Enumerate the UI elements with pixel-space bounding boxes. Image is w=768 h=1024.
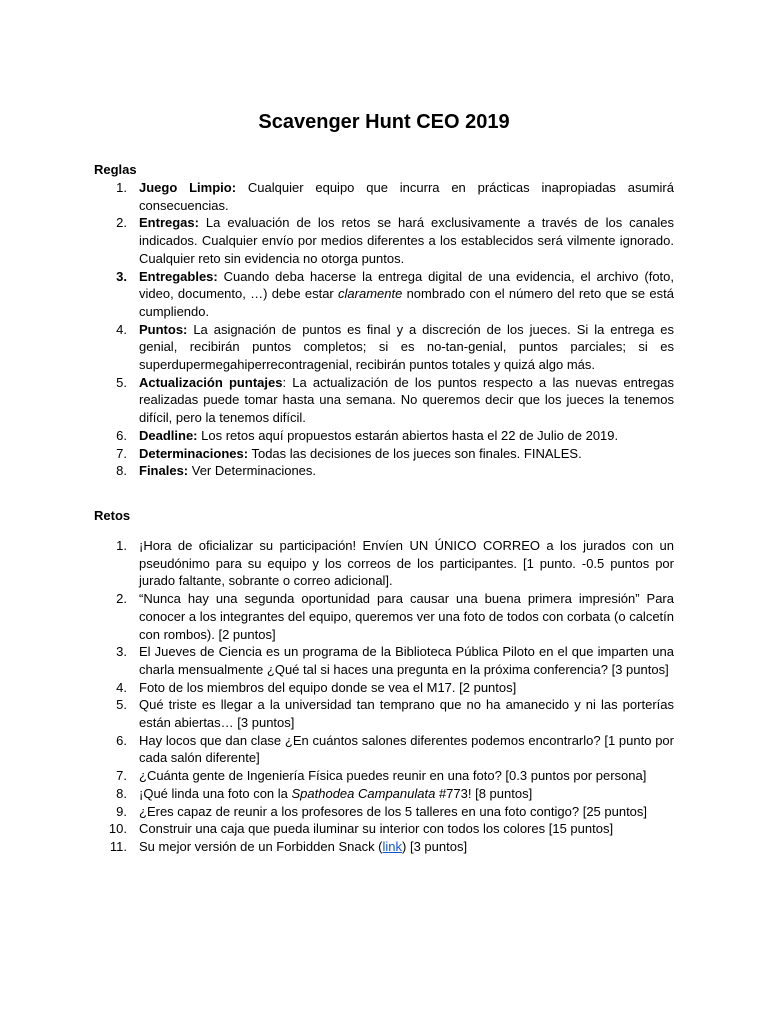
rule-text: Todas las decisiones de los jueces son finales. FINALES. xyxy=(248,445,582,461)
rule-text: La asignación de puntos es final y a discreción de los jueces. Si la entrega es genial, recibirán puntos completos; si es no-tan-genial, puntos parciales; si es superdupermegahiperrecontragenial, recibirán puntos totales y quizá algo más. xyxy=(139,321,674,373)
challenge-text: ¿Eres capaz de reunir a los profesores de los 5 talleres en una foto contigo? [25 puntos] xyxy=(139,803,648,819)
forbidden-snack-link[interactable]: link xyxy=(382,838,403,854)
challenge-text: ¡Qué linda una foto con la xyxy=(139,785,292,801)
rule-label: Deadline: xyxy=(139,427,198,443)
challenge-text: Foto de los miembros del equipo donde se vea el M17. [2 puntos] xyxy=(139,679,517,695)
rule-text: : La actualización de los puntos respecto a las nuevas entregas realizadas puede tomar hasta una semana. No queremos decir que los jueces la tenemos difícil, pero la tenemos difícil. xyxy=(139,374,674,426)
challenge-number: 8. xyxy=(116,785,127,801)
challenge-number: 7. xyxy=(116,768,127,784)
rule-label: Actualización puntajes xyxy=(139,374,283,390)
challenge-text: Construir una caja que pueda iluminar su interior con todos los colores [15 puntos] xyxy=(139,821,614,837)
challenge-item xyxy=(94,696,674,731)
challenge-text: #773! [8 puntos] xyxy=(435,785,533,801)
rule-item xyxy=(94,179,674,214)
rule-item xyxy=(94,374,674,427)
challenges-heading: Retos xyxy=(94,508,131,523)
challenge-item xyxy=(94,537,674,590)
rule-label: Entregables: xyxy=(139,268,218,284)
challenge-item xyxy=(94,767,674,785)
rule-number: 8. xyxy=(116,463,127,479)
challenge-number: 6. xyxy=(116,732,127,748)
rule-label: Puntos: xyxy=(139,321,188,337)
rule-item xyxy=(94,321,674,374)
rule-item xyxy=(94,268,674,321)
challenge-number: 9. xyxy=(116,803,127,819)
challenge-number: 10. xyxy=(108,821,127,837)
document-title: Scavenger Hunt CEO 2019 xyxy=(258,111,510,133)
rule-number: 1. xyxy=(116,180,127,195)
challenge-text: Qué triste es llegar a la universidad tan temprano que no ha amanecido y ni las porterías están abiertas… [3 puntos] xyxy=(139,697,674,731)
challenge-text: ) [3 puntos] xyxy=(402,838,468,854)
challenge-item xyxy=(94,820,674,838)
rule-text: Cuando deba hacerse la entrega digital de una evidencia, el archivo (foto, video, documento, …) debe estar xyxy=(139,268,674,302)
rule-emphasis: claramente xyxy=(338,286,403,302)
challenge-text: Su mejor versión de un Forbidden Snack ( xyxy=(139,838,383,854)
rule-item xyxy=(94,214,674,267)
challenge-text: ¿Cuánta gente de Ingeniería Física puedes reunir en una foto? [0.3 puntos por persona] xyxy=(139,768,647,784)
challenge-number: 2. xyxy=(116,591,127,607)
challenge-item xyxy=(94,590,674,643)
rule-number: 6. xyxy=(116,427,127,443)
rule-label: Entregas: xyxy=(139,215,199,231)
challenges-list xyxy=(94,537,674,856)
rule-text: Los retos aquí propuestos estarán abiertos hasta el 22 de Julio de 2019. xyxy=(197,427,619,443)
challenge-text: El Jueves de Ciencia es un programa de la Biblioteca Pública Piloto en el que imparten una charla mensualmente ¿Qué tal si haces una pregunta en la próxima conferencia? [3 puntos] xyxy=(139,644,674,677)
challenge-item xyxy=(94,643,674,678)
challenge-emphasis: Spathodea Campanulata xyxy=(291,785,436,801)
challenge-item xyxy=(94,838,674,856)
rule-item xyxy=(94,427,674,445)
challenge-number: 4. xyxy=(116,679,127,695)
rule-number: 3. xyxy=(116,268,127,284)
challenge-text: “Nunca hay una segunda oportunidad para causar una buena primera impresión” Para conocer a los integrantes del equipo, queremos ver una foto de todos con corbata (o calcetín con rombos). [2 puntos] xyxy=(139,591,674,642)
rule-number: 5. xyxy=(116,374,127,390)
challenge-number: 5. xyxy=(116,697,127,713)
challenge-number: 3. xyxy=(116,644,127,660)
rule-item xyxy=(94,462,674,480)
rule-number: 2. xyxy=(116,215,127,231)
challenge-text: ¡Hora de oficializar su participación! Envíen UN ÚNICO CORREO a los jurados con un pseudónimo para su equipo y los correos de los participantes. [1 punto. -0.5 puntos por jurado faltante, sobrante o correo adicional]. xyxy=(139,538,674,589)
challenge-number: 11. xyxy=(109,838,127,854)
challenge-item xyxy=(94,732,674,767)
rules-heading: Reglas xyxy=(94,162,137,177)
rule-label: Finales: xyxy=(139,463,189,479)
rule-item xyxy=(94,445,674,463)
rules-list xyxy=(94,179,674,480)
rule-text: Cualquier equipo que incurra en prácticas inapropiadas asumirá consecuencias. xyxy=(139,180,674,213)
challenge-item xyxy=(94,803,674,821)
rule-text: nombrado con el número del reto que se está cumpliendo. xyxy=(139,286,674,319)
rule-text: La evaluación de los retos se hará exclusivamente a través de los canales indicados. Cualquier envío por medios diferentes a los establecidos será vilmente ignorado. Cualquier reto sin evidencia no otorga puntos. xyxy=(139,215,674,266)
challenge-number: 1. xyxy=(116,538,127,553)
rule-number: 4. xyxy=(116,321,127,337)
challenge-text: Hay locos que dan clase ¿En cuántos salones diferentes podemos encontrarlo? [1 punto por cada salón diferente] xyxy=(139,732,674,766)
rule-label: Determinaciones: xyxy=(139,445,249,461)
rule-text: Ver Determinaciones. xyxy=(188,463,317,479)
challenge-item xyxy=(94,679,674,697)
challenge-item xyxy=(94,785,674,803)
rule-label: Juego Limpio: xyxy=(139,180,237,195)
rule-number: 7. xyxy=(116,445,127,461)
